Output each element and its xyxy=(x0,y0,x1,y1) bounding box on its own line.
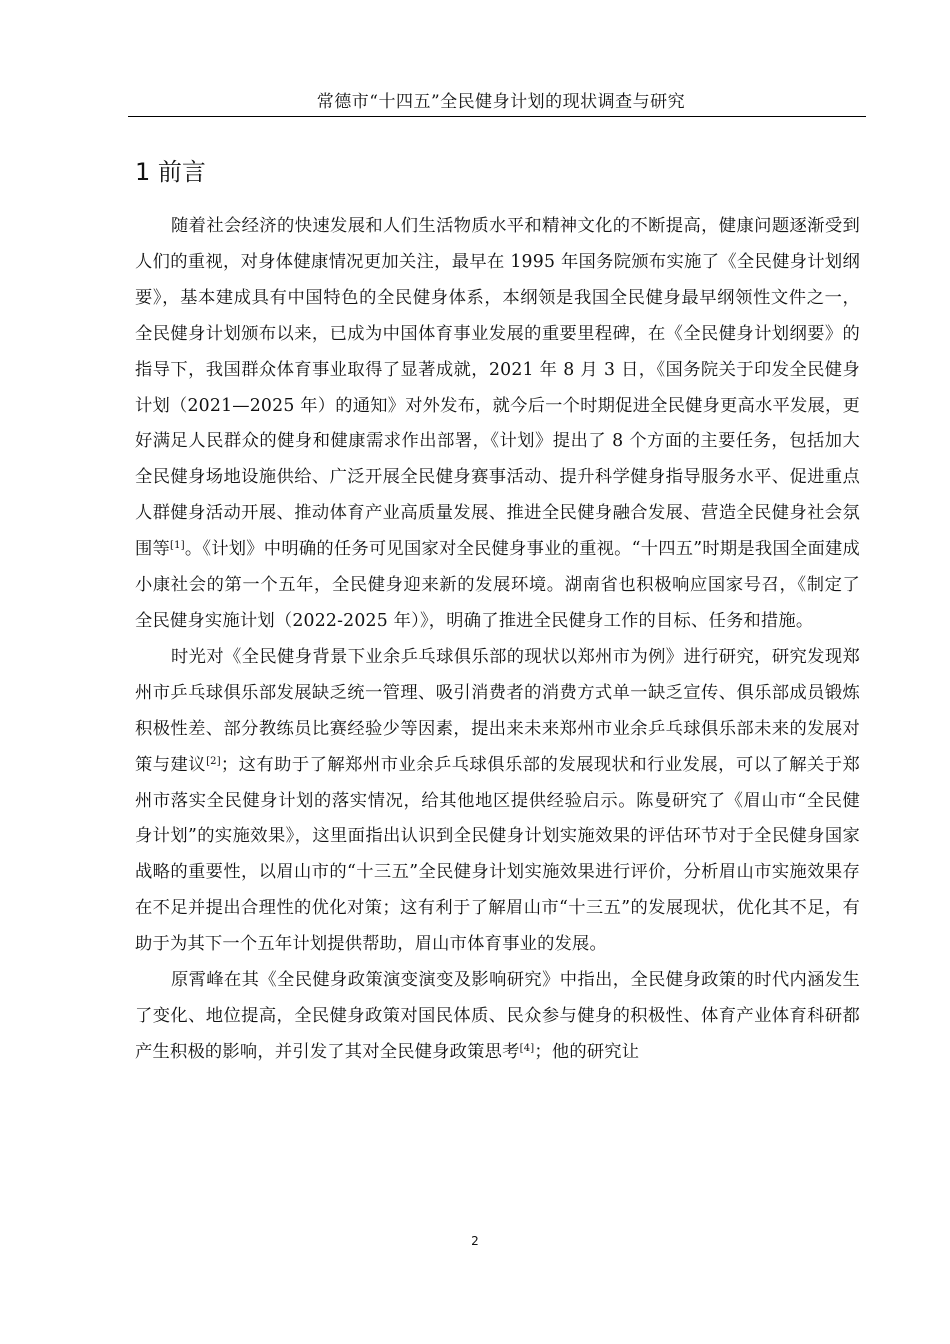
citation-ref: [1] xyxy=(170,540,185,552)
paragraph xyxy=(135,963,860,1071)
section-heading: 1 前言 xyxy=(135,158,206,186)
running-header: 常德市“十四五”全民健身计划的现状调查与研究 xyxy=(316,92,686,112)
paragraph xyxy=(135,640,860,963)
paragraph xyxy=(135,209,860,640)
paragraph-text: 时光对《全民健身背景下业余乒乓球俱乐部的现状以郑州市为例》进行研究，研究发现郑州市乒乓球俱乐部发展缺乏统一管理、吸引消费者的消费方式单一缺乏宣传、俱乐部成员锻炼积极性差、部分教练员比赛经验少等因素，提出来未来郑州市业余乒乓球俱乐部未来的发展对策与建议 xyxy=(135,646,860,775)
citation-ref: [2] xyxy=(206,755,221,767)
paragraph-text: 原霄峰在其《全民健身政策演变演变及影响研究》中指出，全民健身政策的时代内涵发生了变化、地位提高，全民健身政策对国民体质、民众参与健身的积极性、体育产业体育科研都产生积极的影响，并引发了其对全民健身政策思考 xyxy=(135,970,860,1062)
page-number: 2 xyxy=(471,1234,479,1248)
body-text xyxy=(135,209,860,1071)
citation-ref: [4] xyxy=(519,1042,535,1054)
paragraph-text: ；这有助于了解郑州市业余乒乓球俱乐部的发展现状和行业发展，可以了解关于郑州市落实全民健身计划的落实情况，给其他地区提供经验启示。陈曼研究了《眉山市“全民健身计划”的实施效果》，这里面指出认识到全民健身计划实施效果的评估环节对于全民健身国家战略的重要性，以眉山市的“十三五”全民健身计划实施效果进行评价，分析眉山市实施效果存在不足并提出合理性的优化对策；这有利于了解眉山市“十三五”的发展现状，优化其不足，有助于为其下一个五年计划提供帮助，眉山市体育事业的发展。 xyxy=(135,754,860,955)
paragraph-text: 。《计划》中明确的任务可见国家对全民健身事业的重视。“十四五”时期是我国全面建成小康社会的第一个五年，全民健身迎来新的发展环境。湖南省也积极响应国家号召，《制定了全民健身实施计划（2022-2025 年）》，明确了推进全民健身工作的目标、任务和措施。 xyxy=(135,539,860,631)
paragraph-text: ；他的研究让 xyxy=(534,1041,640,1062)
paragraph-text: 随着社会经济的快速发展和人们生活物质水平和精神文化的不断提高，健康问题逐渐受到人们的重视，对身体健康情况更加关注，最早在 1995 年国务院颁布实施了《全民健身计划纲要》，基本建成具有中国特色的全民健身体系，本纲领是我国全民健身最早纲领性文件之一，全民健身计划颁布以来，已成为中国体育事业发展的重要里程碑，在《全民健身计划纲要》的指导下，我国群众体育事业取得了显著成就，2021 年 8 月 3 日，《国务院关于印发全民健身计划（2021—2025 年）的通知》对外发布，就今后一个时期促进全民健身更高水平发展，更好满足人民群众的健身和健康需求作出部署，《计划》提出了 8 个方面的主要任务，包括加大全民健身场地设施供给、广泛开展全民健身赛事活动、提升科学健身指导服务水平、促进重点人群健身活动开展、推动体育产业高质量发展、推进全民健身融合发展、营造全民健身社会氛围等 xyxy=(135,216,860,560)
header-rule xyxy=(128,116,866,117)
